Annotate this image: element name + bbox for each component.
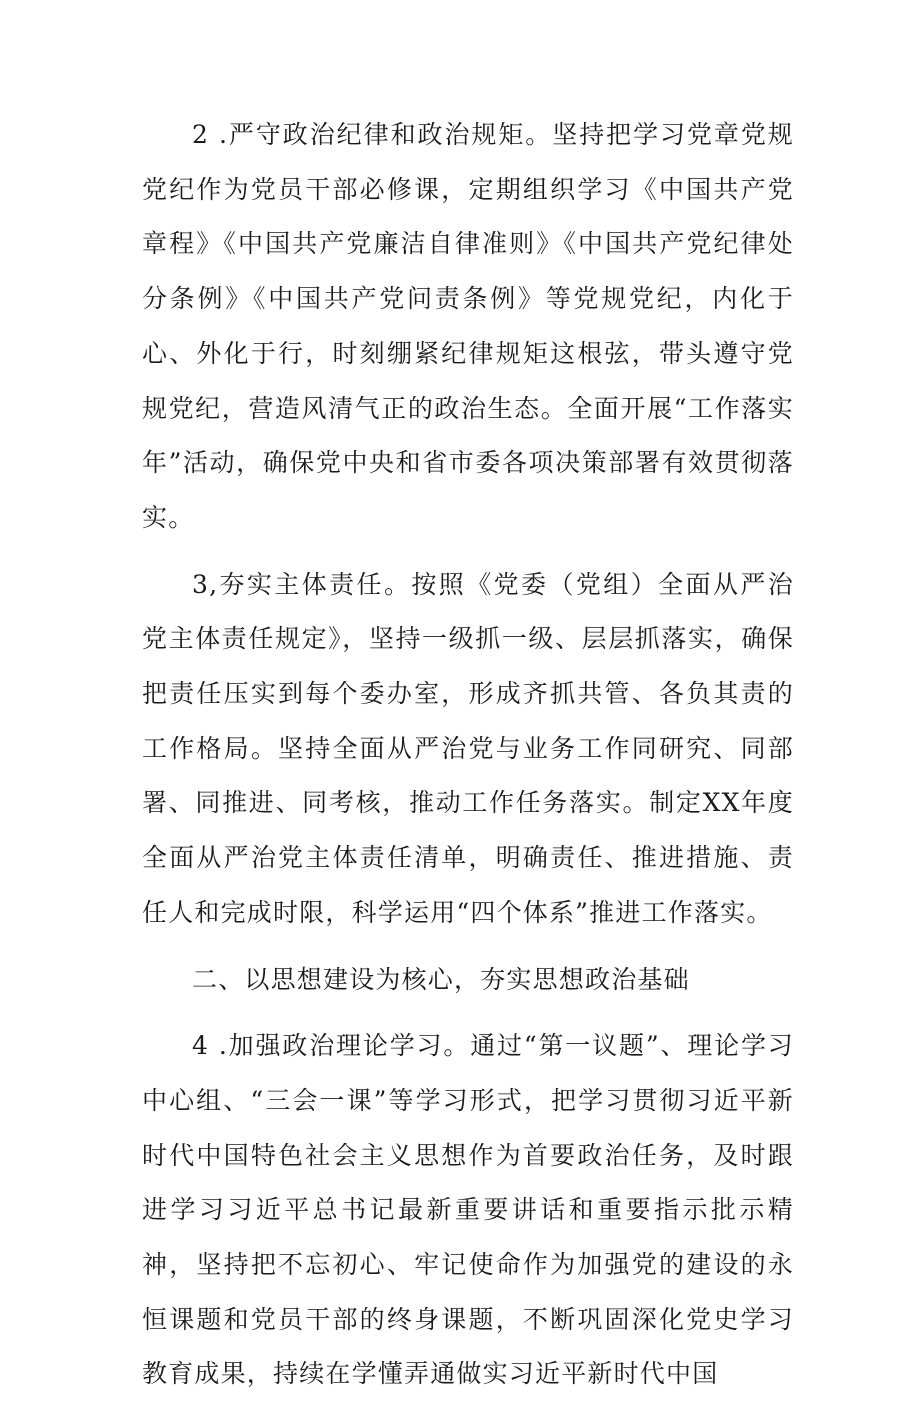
paragraph-4 bbox=[142, 1019, 794, 1402]
paragraph-gap bbox=[142, 1007, 794, 1019]
paragraph-2-text: 严守政治纪律和政治规矩。坚持把学习党章党规党纪作为党员干部必修课，定期组织学习《中国共产党章程》《中国共产党廉洁自律准则》《中国共产党纪律处分条例》《中国共产党问责条例》等党规党纪，内化于心、外化于行，时刻绷紧纪律规矩这根弦，带头遵守党规党纪，营造风清气正的政治生态。全面开展“工作落实年”活动，确保党中央和省市委各项决策部署有效贯彻落实。 bbox=[142, 120, 795, 532]
paragraph-3-number: 3, bbox=[192, 569, 219, 599]
paragraph-3-text: 夯实主体责任。按照《党委（党组）全面从严治党主体责任规定》，坚持一级抓一级、层层抓落实，确保把责任压实到每个委办室，形成齐抓共管、各负其责的工作格局。坚持全面从严治党与业务工作同研究、同部署、同推进、同考核，推动工作任务落实。制定XX年度全面从严治党主体责任清单，明确责任、推进措施、责任人和完成时限，科学运用“四个体系”推进工作落实。 bbox=[142, 569, 794, 927]
paragraph-2 bbox=[142, 108, 794, 546]
paragraph-2-number: 2 . bbox=[192, 120, 229, 149]
paragraph-gap bbox=[142, 941, 794, 953]
paragraph-gap bbox=[142, 546, 794, 558]
document-body bbox=[142, 108, 794, 1402]
paragraph-4-number: 4 . bbox=[192, 1031, 229, 1061]
paragraph-3 bbox=[142, 558, 794, 941]
section-heading: 二、以思想建设为核心，夯实思想政治基础 bbox=[192, 964, 690, 994]
paragraph-4-text: 加强政治理论学习。通过“第一议题”、理论学习中心组、“三会一课”等学习形式，把学习贯彻习近平新时代中国特色社会主义思想作为首要政治任务，及时跟进学习习近平总书记最新重要讲话和重要指示批示精神，坚持把不忘初心、牢记使命作为加强党的建设的永恒课题和党员干部的终身课题，不断巩固深化党史学习教育成果，持续在学懂弄通做实习近平新时代中国 bbox=[142, 1031, 794, 1389]
